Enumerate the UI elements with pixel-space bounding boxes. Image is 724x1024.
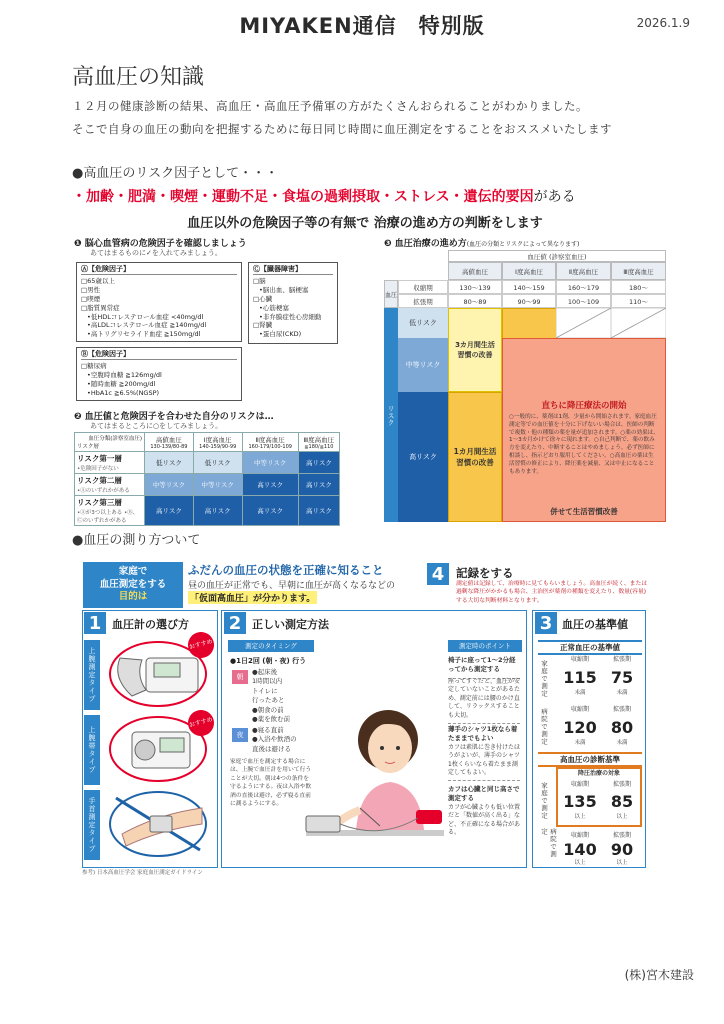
- step1-note: あてはまるものに✓を入れてみましょう。: [90, 249, 222, 257]
- systolic-value: 140～159: [502, 280, 556, 294]
- risk-matrix-corner: [75, 433, 145, 452]
- risk-heading: ●高血圧のリスク因子として・・・: [72, 166, 279, 181]
- purpose-line-3: 「仮面高血圧」が分かります。: [188, 591, 317, 604]
- unit-over: 以上: [574, 814, 586, 820]
- risk-box-a-item: •低HDLコレステロール血症 <40mg/dl: [87, 312, 204, 321]
- risk-box-c-item: •脳出血、脳梗塞: [259, 286, 309, 295]
- corner-bottom-label: リスク層: [77, 444, 99, 450]
- sys-label: 収縮期: [570, 832, 589, 839]
- sys-label: 収縮期: [570, 656, 589, 663]
- morning-item: 1時間以内: [252, 677, 283, 686]
- systolic-value: 180～: [611, 280, 666, 294]
- step3-note: (血圧の分類とリスクによって異なります): [466, 241, 580, 248]
- risk-suffix: がある: [533, 189, 576, 205]
- risk-level: [75, 496, 145, 526]
- treatment-flow-chart: [384, 250, 666, 522]
- type-wrist: 手首測定タイプ: [84, 790, 100, 860]
- risk-box-c-item: □脳: [253, 277, 266, 286]
- block-3month: 3カ月間生活習慣の改善: [448, 308, 502, 392]
- recommend-badge: おすすめ: [185, 629, 217, 661]
- company-name: (株)宮木建設: [624, 968, 694, 982]
- newsletter-title: MIYAKEN通信 特別版: [239, 14, 485, 38]
- purpose-tag: [83, 562, 183, 608]
- risk-cell: 高リスク: [242, 496, 298, 526]
- drug-text: ○一般的に、薬剤は1剤、少量から開始されます。家庭血圧測定等での血圧値を十分に下げないい場合は、医師の判断で複数・他の種類の薬を量が追加されます。○薬の効果は、1～3カ月かけて徐々に現れます。○自己判断で、薬の飲み方を変えたり、中断することはやめましょう。必ず医師に相談し、指示どおり服用してください。○高血圧の薬は生活習慣の修正により、降圧薬を減量、又は中止になることもあります。: [509, 414, 659, 475]
- risk-box-c-item: □腎臓: [253, 321, 273, 330]
- risk-axis-label: リスク: [384, 308, 398, 522]
- timing-note: 家庭で血圧を測定する場合には、上腕で血圧計を用いて行うことが大切。朝は4つの条件を守るようにする。夜は入浴や飲酒の直後は避け、必ず寝る直前に測るようにする。: [230, 759, 312, 807]
- systolic-value: 160～179: [556, 280, 611, 294]
- drug-footer: 併せて生活習慣改善: [550, 507, 618, 516]
- risk-level-name: リスク第二層: [77, 476, 122, 485]
- step-number-4: 4: [427, 563, 449, 585]
- risk-box-b-item: •HbA1c ≧6.5%(NGSP): [87, 388, 160, 397]
- night-list: [252, 726, 297, 754]
- tip-body: カフは素肌に巻き付けたほうがよいが、薄手のシャツ1枚くらいなら着たまま測定してもよい。: [448, 743, 521, 776]
- morning-item: ●朝食の前: [252, 705, 284, 714]
- flow-row-high: 高リスク: [398, 392, 448, 522]
- flow-col: 高値血圧: [448, 262, 502, 280]
- col-name: Ⅰ度高血圧: [203, 435, 232, 444]
- risk-box-b-item: •随時血糖 ≧200mg/dl: [87, 379, 156, 388]
- diastolic-value: 90～99: [502, 294, 556, 308]
- risk-cell: 低リスク: [193, 452, 242, 474]
- night-item: ●寝る直前: [252, 726, 284, 734]
- unit-over: 以上: [616, 860, 628, 866]
- unit-over: 以上: [574, 860, 586, 866]
- normal-title: 正常血圧の基準値: [538, 640, 642, 655]
- night-item: ●入浴や飲酒の: [252, 735, 297, 744]
- unit-under: 未満: [616, 740, 628, 746]
- risk-level-desc: •Ⓐが3つ以上ある •Ⓑ、Ⓒのいずれかがある: [77, 510, 139, 524]
- purpose-line-2: 昼の血圧が正常でも、早朝に血圧が高くなるなどの: [188, 581, 396, 591]
- risk-box-a-item: □男性: [81, 286, 101, 295]
- p2-title: 正しい測定方法: [252, 618, 329, 631]
- clinic-label: 病院で測定: [540, 708, 548, 746]
- dia-label: 拡張期: [612, 706, 631, 713]
- dx-home-sys: 135: [563, 792, 597, 811]
- unit-over: 以上: [616, 814, 628, 820]
- measure-heading: ●血圧の測り方ついて: [72, 533, 201, 548]
- col-name: Ⅲ度高血圧: [303, 435, 335, 444]
- purpose-tag-line: 家庭で: [118, 566, 148, 578]
- tip-item: [448, 656, 520, 679]
- step-number-2: 2: [224, 612, 246, 634]
- dia-label: 拡張期: [612, 781, 631, 788]
- flow-col: Ⅰ度高血圧: [502, 262, 556, 280]
- tip-item: [448, 725, 520, 781]
- morning-item: ●起床後: [252, 668, 278, 676]
- flow-row-mid: 中等リスク: [398, 338, 448, 392]
- dx-home-dia: 85: [610, 792, 634, 811]
- morning-list: [252, 668, 290, 725]
- risk-box-c-title: Ⓒ【臓器障害】: [253, 265, 333, 275]
- step2-heading: ❷ 血圧値と危険因子を合わせた自分のリスクは…: [74, 412, 274, 422]
- type-arm-band: 上腕帯タイプ: [84, 715, 100, 785]
- risk-box-c-item: •非弁膜症性心房細動: [259, 312, 322, 321]
- person-illustration: [300, 690, 450, 864]
- risk-factors: ・加齢・肥満・喫煙・運動不足・食塩の過剰摂取・ストレス・遺伝的要因: [72, 189, 534, 205]
- sys-label: 収縮期: [570, 781, 589, 788]
- risk-box-a-item: □喫煙: [81, 294, 101, 303]
- purpose-line-1: ふだんの血圧の状態を正確に知ること: [188, 563, 384, 577]
- dia-label: 拡張期: [612, 656, 631, 663]
- flow-col: Ⅱ度高血圧: [556, 262, 611, 280]
- dx-clinic-sys: 140: [563, 840, 597, 859]
- flow-col: Ⅲ度高血圧: [611, 262, 666, 280]
- risk-line: [72, 186, 576, 206]
- col-name: Ⅱ度高血圧: [255, 435, 285, 444]
- unit-under: 未満: [574, 740, 586, 746]
- risk-box-a-item: □65歳以上: [81, 277, 115, 286]
- flow-row-low: 低リスク: [398, 308, 448, 338]
- morning-item: ●薬を飲む前: [252, 715, 291, 724]
- risk-box-a-title: Ⓐ【危険因子】: [81, 265, 237, 275]
- col-name: 高値血圧: [155, 435, 182, 444]
- risk-cell: 低リスク: [145, 452, 194, 474]
- dx-title: 高血圧の診断基準: [538, 752, 642, 767]
- col-range: 160-179/100-109: [248, 443, 292, 450]
- unit-under: 未満: [616, 690, 628, 696]
- step2-note: あてはまるところに○をしてみましょう。: [90, 422, 223, 430]
- normal-home-sys: 115: [563, 668, 597, 687]
- section-title: 高血圧の知識: [72, 65, 205, 90]
- risk-cell: 高リスク: [193, 496, 242, 526]
- risk-box-c-item: •蛋白尿(CKD): [259, 330, 302, 339]
- risk-cell: 高リスク: [298, 474, 339, 496]
- risk-box-b-title: Ⓑ【危険因子】: [81, 350, 237, 360]
- risk-cell: 高リスク: [298, 452, 339, 474]
- table-row: [75, 452, 340, 474]
- risk-matrix-col: [145, 433, 194, 452]
- tip-item: [448, 785, 520, 840]
- dia-label: 拡張期: [612, 832, 631, 839]
- type-upper-arm: 上腕測定タイプ: [84, 640, 100, 710]
- tip-head: カフは心臓と同じ高さで測定する: [448, 785, 520, 803]
- risk-matrix-col: [193, 433, 242, 452]
- morning-label: 朝: [232, 670, 248, 684]
- step-number-3: 3: [535, 612, 557, 634]
- risk-level: [75, 452, 145, 474]
- col-range: 140-159/90-99: [199, 443, 237, 450]
- morning-item: 行ったあと: [252, 696, 285, 705]
- record-title: 記録をする: [456, 566, 514, 580]
- unit-under: 未満: [574, 690, 586, 696]
- clinic-label: 病院で測定: [540, 828, 557, 858]
- dx-clinic-dia: 90: [610, 840, 634, 859]
- record-text: 測定値は記録して、治療時に見てもらいましょう。高血圧が続く、または過剰な降圧がかかるも場合、主治医が薬剤の種類を変えたり、数量(容量)する大切な判断材料となります。: [456, 581, 648, 604]
- tip-item: [448, 678, 520, 724]
- corner-top-label: 血圧分類(診察室血圧): [88, 436, 142, 442]
- normal-clinic-sys: 120: [563, 718, 597, 737]
- home-label: 家庭で測定: [540, 660, 548, 698]
- step-number-1: 1: [84, 612, 106, 634]
- risk-cell: 高リスク: [145, 496, 194, 526]
- step3-heading: [384, 236, 579, 249]
- risk-cell: 高リスク: [298, 496, 339, 526]
- diastolic-value: 100～109: [556, 294, 611, 308]
- chart-title: 血圧以外の危険因子等の有無で 治療の進め方の判断をします: [187, 216, 543, 231]
- risk-box-a: [76, 262, 242, 342]
- normal-home-dia: 75: [610, 668, 634, 687]
- tip-body: カフが心臓よりも低い位置だと「数値が高く出る」など、不正確になる場合がある。: [448, 803, 521, 836]
- risk-matrix-table: [74, 432, 340, 526]
- source-note: 参考) 日本高血圧学会 家庭血圧測定ガイドライン: [82, 870, 203, 876]
- col-range: ≧180/≧110: [304, 443, 334, 450]
- target-title: 降圧治療の対象: [577, 770, 620, 777]
- risk-cell: 中等リスク: [193, 474, 242, 496]
- risk-matrix-col: [298, 433, 339, 452]
- risk-box-a-item: •高LDLコレステロール血症 ≧140mg/dl: [87, 321, 207, 330]
- night-label: 夜: [232, 728, 248, 742]
- timing-rule: ●1日2回 (朝・夜) 行う: [230, 657, 307, 665]
- intro-line-2: そこで自身の血圧の動向を把握するために毎日同じ時間に血圧測定をすることをおススメいたします: [72, 122, 612, 136]
- risk-cell: 中等リスク: [145, 474, 194, 496]
- morning-item: トイレに: [252, 686, 278, 695]
- night-item: 直後は避ける: [252, 744, 291, 753]
- diastolic-value: 80～89: [448, 294, 502, 308]
- tip-head: 椅子に座って1～2分経ってから測定する: [448, 656, 516, 674]
- empty-cells-diagonal: [556, 308, 666, 338]
- monitor-illustrations: [102, 638, 214, 866]
- diastolic-label: 拡張期: [398, 294, 448, 308]
- risk-level-desc: •Ⓐのいずれかがある: [77, 488, 130, 494]
- drug-title: 直ちに降圧療法の開始: [541, 401, 627, 411]
- recommend-badge: おすすめ: [185, 707, 217, 739]
- step3-title: ❸ 血圧治療の進め方: [384, 239, 467, 249]
- home-label: 家庭で測定: [540, 782, 548, 820]
- points-title: 測定時のポイント: [448, 640, 522, 652]
- purpose-tag-line: 目的は: [118, 591, 148, 603]
- risk-level-name: リスク第一層: [77, 454, 122, 463]
- risk-box-b-item: •空腹時血糖 ≧126mg/dl: [87, 371, 162, 380]
- risk-cell: 中等リスク: [242, 452, 298, 474]
- p3-title: 血圧の基準値: [562, 618, 628, 631]
- normal-clinic-dia: 80: [610, 718, 634, 737]
- block-drug-therapy: [502, 338, 666, 522]
- risk-level-name: リスク第三層: [77, 498, 122, 507]
- sys-label: 収縮期: [570, 706, 589, 713]
- col-range: 130-139/80-89: [150, 443, 188, 450]
- risk-box-b-item: □糖尿病: [81, 362, 107, 371]
- purpose-tag-line: 血圧測定をする: [99, 578, 167, 590]
- step1-heading: ❶ 脳心血管病の危険因子を確認しましょう: [74, 239, 247, 249]
- risk-box-c: [248, 262, 338, 344]
- table-row: [75, 496, 340, 526]
- timing-title: 測定のタイミング: [228, 640, 314, 652]
- risk-box-c-item: •心筋梗塞: [259, 303, 289, 312]
- tip-head: 薄手のシャツ1枚なら着たままでもよい: [448, 725, 518, 743]
- diastolic-value: 110～: [611, 294, 666, 308]
- p1-title: 血圧計の選び方: [112, 618, 189, 631]
- flow-top-label: 血圧値 (診察室血圧): [448, 250, 666, 262]
- risk-matrix-col: [242, 433, 298, 452]
- intro-line-1: １２月の健康診断の結果、高血圧・高血圧予備軍の方がたくさんおられることがわかりました。: [72, 99, 588, 113]
- risk-box-a-item: •高トリグリセライド血症 ≧150mg/dl: [87, 330, 201, 339]
- risk-box-b: [76, 347, 242, 401]
- systolic-value: 130～139: [448, 280, 502, 294]
- issue-date: 2026.1.9: [636, 16, 690, 30]
- systolic-label: 収縮期: [398, 280, 448, 294]
- block-1month-high: 1カ月間生活習慣の改善: [448, 392, 502, 522]
- risk-box-a-item: □脂質異常症: [81, 303, 120, 312]
- table-row: [75, 474, 340, 496]
- risk-level: [75, 474, 145, 496]
- risk-matrix-header-row: [75, 433, 340, 452]
- risk-cell: 高リスク: [242, 474, 298, 496]
- risk-box-c-item: □心臓: [253, 294, 273, 303]
- tip-body: 座ってすぐだと、血圧が安定していないことがあるため、測定前には腰のかけ直して、リラックスすることも大切。: [448, 678, 521, 719]
- risk-level-desc: •危険因子がない: [77, 466, 119, 472]
- flow-side-label: 血圧: [384, 280, 398, 308]
